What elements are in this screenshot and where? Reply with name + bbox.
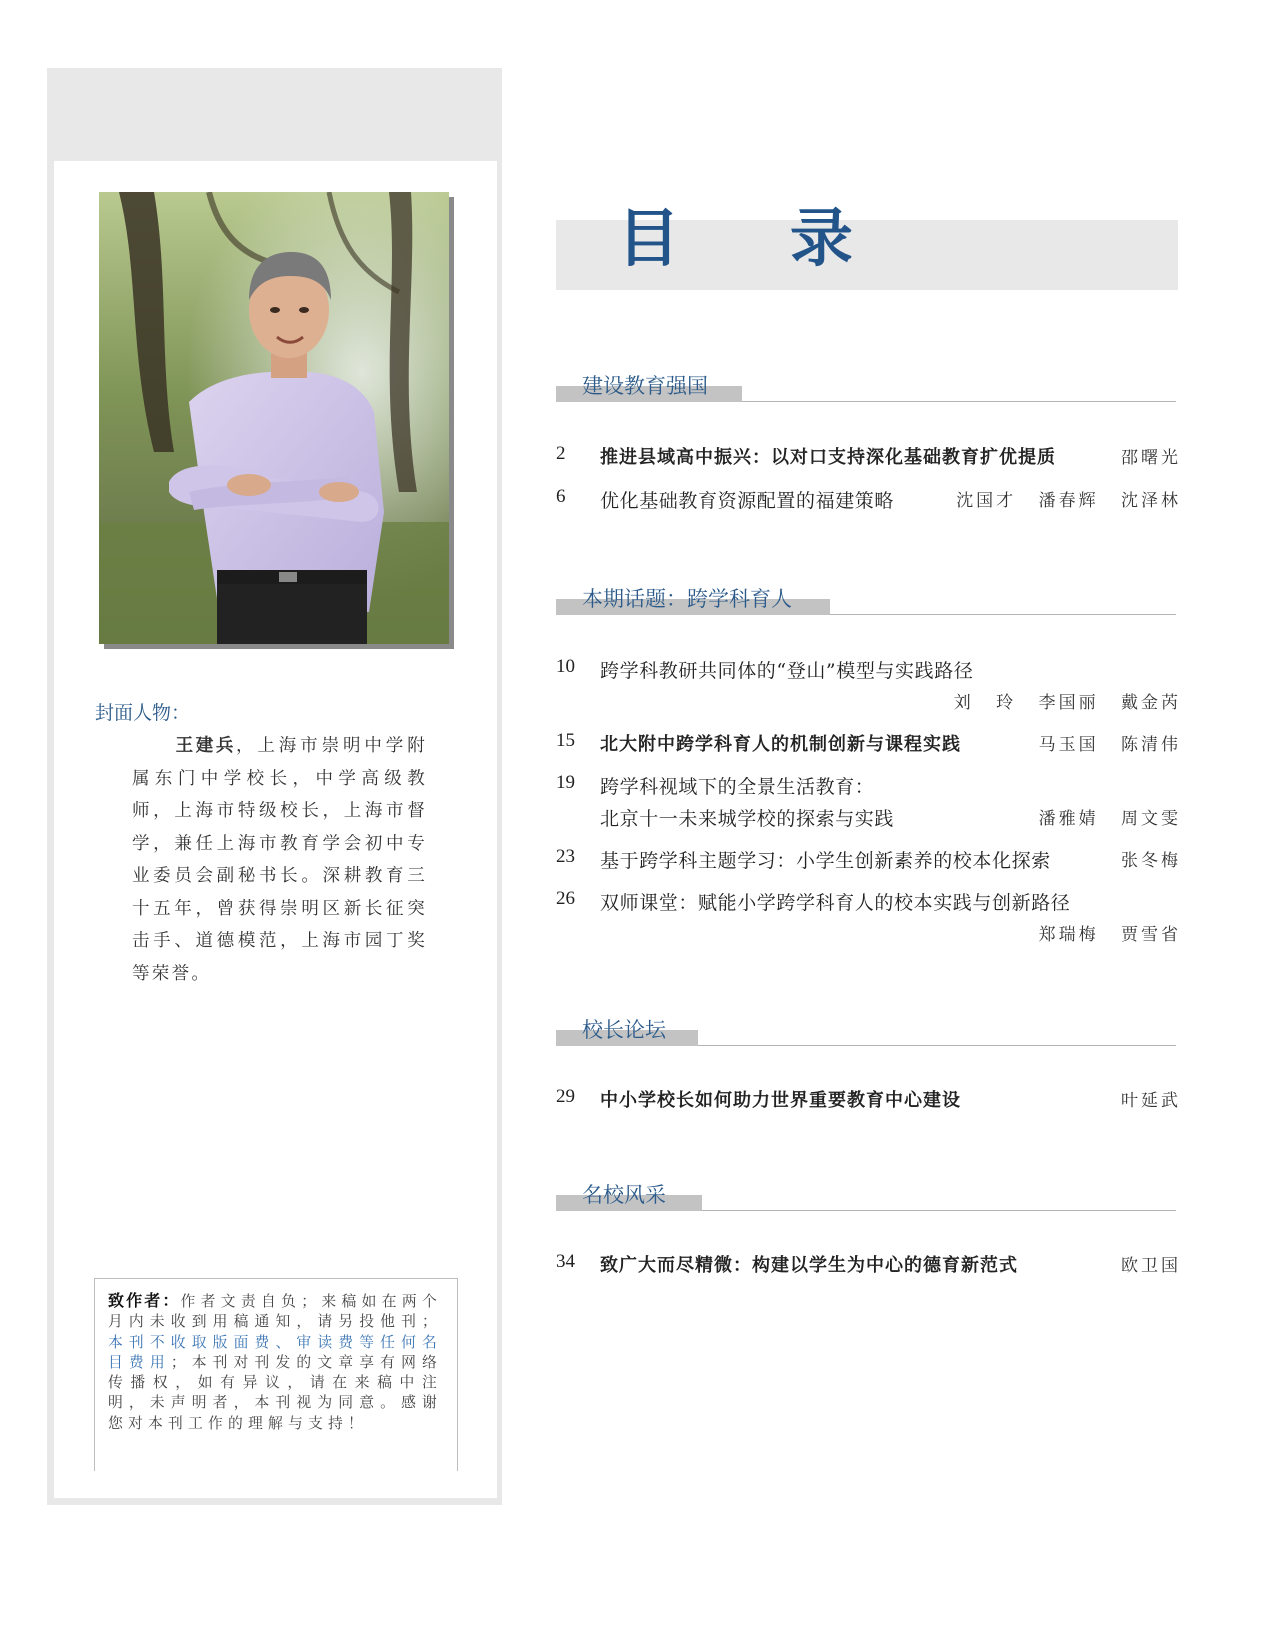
entry-authors: 潘雅婧 周文雯 [1038,809,1181,829]
entry-authors: 欧卫国 [1121,1256,1181,1276]
cover-person-label: 封面人物： [95,702,191,724]
section-header [556,372,1176,402]
entry-title: 中小学校长如何助力世界重要教育中心建设 [600,1090,961,1111]
entry-title: 推进县域高中振兴：以对口支持深化基础教育扩优提质 [600,447,1056,468]
entry-authors: 刘 玲 李国丽 戴金芮 [953,693,1181,713]
page-number: 29 [556,1086,575,1107]
author-notice-text [108,1291,442,1434]
cover-person-bio [132,730,427,990]
page-title: 目 录 [617,202,897,275]
entry-title: 北大附中跨学科育人的机制创新与课程实践 [600,734,961,755]
entry-subtitle: 北京十一未来城学校的探索与实践 [600,808,895,830]
section-header [556,585,1176,615]
entry-title: 致广大而尽精微：构建以学生为中心的德育新范式 [600,1255,1018,1276]
section-title: 名校风采 [582,1183,666,1207]
section-rule [698,1045,1176,1046]
page-number: 23 [556,846,575,867]
entry-authors: 马玉国 陈清伟 [1038,735,1181,755]
section-header [556,1181,1176,1211]
section-rule [830,614,1176,615]
entry-title: 基于跨学科主题学习：小学生创新素养的校本化探索 [600,850,1051,872]
section-title: 建设教育强国 [582,374,708,398]
page-number: 2 [556,443,566,464]
entry-authors: 沈国才 潘春辉 沈泽林 [956,491,1181,511]
cover-photo [99,192,449,644]
page-number: 15 [556,730,575,751]
page-number: 26 [556,888,575,909]
entry-authors: 邵曙光 [1121,448,1181,468]
section-rule [702,1210,1176,1211]
notice-text-part2: ；本刊对刊发的文章享有网络传播权，如有异议，请在来稿中注明，未声明者，本刊视为同意。感谢您对本刊工作的理解与支持！ [108,1353,442,1432]
page-number: 34 [556,1251,575,1272]
page-number: 10 [556,656,575,677]
entry-title: 优化基础教育资源配置的福建策略 [600,490,895,512]
cover-person-name: 王建兵 [174,736,236,756]
section-title: 本期话题：跨学科育人 [582,587,792,611]
cover-person-description: ，上海市崇明中学附属东门中学校长，中学高级教师，上海市特级校长，上海市督学，兼任上海市教育学会初中专业委员会副秘书长。深耕教育三十五年，曾获得崇明区新长征突击手、道德模范，上海市园丁奖等荣誉。 [132,736,428,984]
entry-title: 跨学科视域下的全景生活教育： [600,776,875,798]
section-rule [742,401,1176,402]
page-number: 6 [556,486,566,507]
entry-authors: 张冬梅 [1121,851,1181,871]
section-title: 校长论坛 [582,1018,666,1042]
page-number: 19 [556,772,575,793]
notice-fee-statement: 本刊不收取版面费、审读费等任何名目费用 [108,1333,442,1371]
entry-title: 跨学科教研共同体的“登山”模型与实践路径 [600,660,974,682]
author-notice-lead: 致作者： [108,1291,181,1310]
notice-text-part1: 作者文责自负；来稿如在两个月内未收到用稿通知，请另投他刊； [108,1293,442,1331]
author-notice-box [94,1278,458,1471]
section-header [556,1016,1176,1046]
entry-authors: 郑瑞梅 贾雪省 [1038,925,1181,945]
entry-title: 双师课堂：赋能小学跨学科育人的校本实践与创新路径 [600,892,1071,914]
entry-authors: 叶延武 [1121,1091,1181,1111]
